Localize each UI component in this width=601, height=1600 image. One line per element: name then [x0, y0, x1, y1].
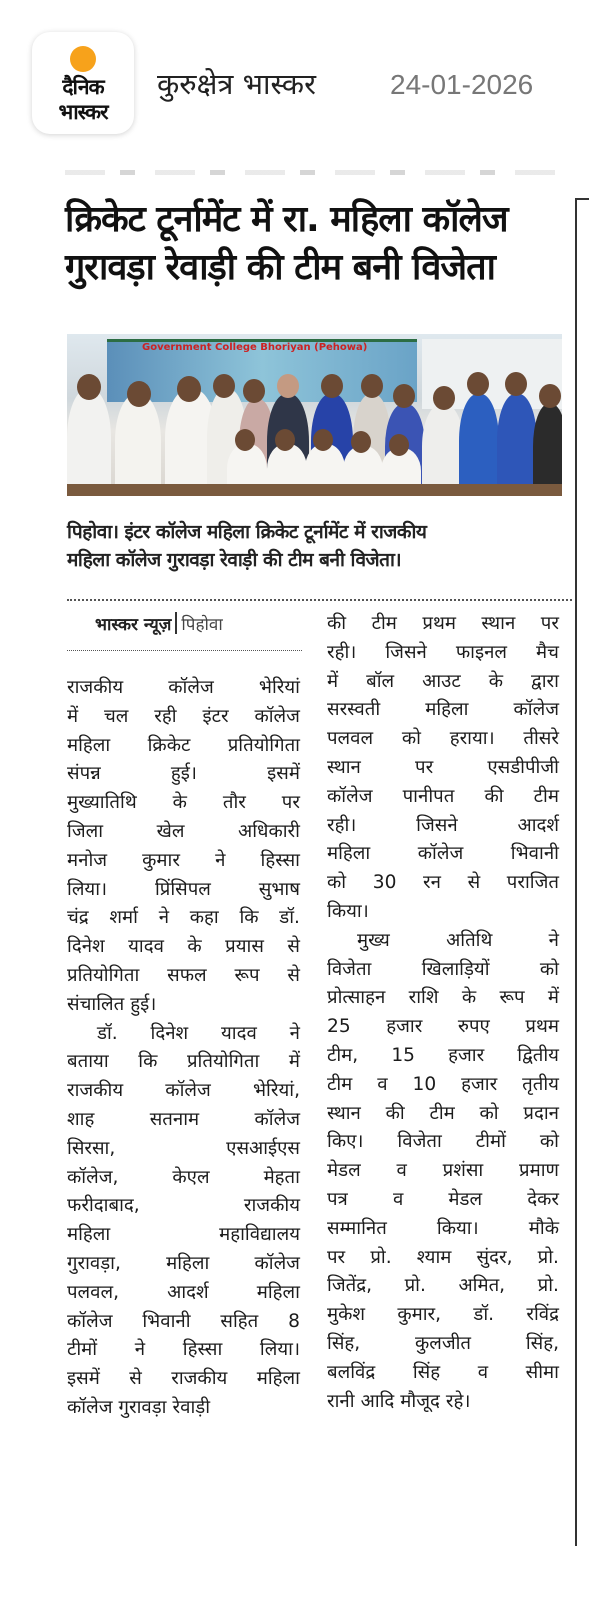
edition-date: 24-01-2026 — [390, 69, 534, 100]
edition-title: कुरुक्षेत्र भास्कर — [157, 67, 316, 101]
app-header — [0, 0, 601, 160]
article-text-line: कॉलेज पानीपत की टीम — [327, 785, 559, 807]
article-text-line: पलवल को हराया। तीसरे — [327, 728, 559, 750]
column-rule-top — [575, 198, 589, 200]
article-text-line: महिला महाविद्यालय — [67, 1224, 300, 1246]
person-head — [393, 384, 415, 408]
article-text-line: सिंह, कुलजीत सिंह, — [327, 1332, 559, 1354]
photo-banner-text: Government College Bhoriyan (Pehowa) — [142, 342, 368, 353]
byline-separator — [175, 612, 177, 634]
person-head — [433, 386, 455, 410]
article-text-line: इसमें से राजकीय महिला — [67, 1368, 300, 1390]
byline-source: भास्कर न्यूज़ — [95, 615, 172, 635]
person-head — [277, 374, 299, 398]
caption-line: पिहोवा। इंटर कॉलेज महिला क्रिकेट टूर्नामेंट में राजकीय — [67, 521, 427, 543]
article-text-line: में बॉल आउट के द्वारा — [327, 670, 559, 692]
article-text-line: राजकीय कॉलेज भेरियां — [67, 677, 300, 698]
article-text-line: शाह सतनाम कॉलेज — [67, 1108, 300, 1130]
article-text-line: गुरावड़ा, महिला कॉलेज — [67, 1252, 300, 1274]
article-text-line: संपन्न हुई। इसमें — [67, 763, 300, 785]
person-head — [77, 374, 101, 400]
article-text-line: प्रोत्साहन राशि के रूप में — [327, 987, 559, 1009]
article-text-line: मुकेश कुमार, डॉ. रविंद्र — [327, 1304, 559, 1326]
dainik-bhaskar-logo[interactable] — [32, 32, 134, 134]
article-text-line: संचालित हुई। — [67, 993, 157, 1015]
article-text-line: मुख्यातिथि के तौर पर — [67, 792, 300, 814]
person-head — [321, 374, 343, 398]
article-text-line: 25 हजार रुपए प्रथम — [327, 1016, 559, 1038]
article-text-line: को 30 रन से पराजित — [327, 872, 559, 894]
article-text-line: पलवल, आदर्श महिला — [67, 1281, 300, 1303]
headline-line: गुरावड़ा रेवाड़ी की टीम बनी विजेता — [65, 247, 495, 288]
person-head — [213, 374, 235, 398]
article-text-line: स्थान की टीम को प्रदान — [327, 1102, 559, 1124]
article-text-line: रही। जिसने फाइनल मैच — [327, 641, 559, 663]
article-text-line: जिला खेल अधिकारी — [67, 820, 300, 842]
article-text-line: मुख्य अतिथि ने — [357, 929, 559, 951]
article-text-line: टीम व 10 हजार तृतीय — [327, 1073, 559, 1095]
article-text-line: कॉलेज गुरावड़ा रेवाड़ी — [67, 1396, 211, 1418]
article-text-line: की टीम प्रथम स्थान पर — [327, 613, 559, 634]
person-head — [505, 372, 527, 396]
article-text-line: महिला क्रिकेट प्रतियोगिता — [67, 734, 300, 756]
headline — [65, 196, 575, 292]
person-head — [275, 429, 295, 451]
news-clipping — [55, 190, 575, 1550]
article-text-line: कॉलेज भिवानी सहित 8 — [67, 1310, 300, 1332]
person-head — [235, 429, 255, 451]
article-text-line: सिरसा, एसआईएस — [67, 1137, 300, 1159]
article-text-line: चंद्र शर्मा ने कहा कि डॉ. — [67, 907, 300, 929]
column-rule — [575, 198, 577, 1546]
person-head — [177, 376, 201, 402]
article-text-line: टीम, 15 हजार द्वितीय — [327, 1044, 559, 1066]
person-figure — [533, 404, 562, 496]
person-head — [467, 372, 489, 396]
article-text-line: सम्मानित किया। मौके — [327, 1217, 559, 1239]
article-text-line: डॉ. दिनेश यादव ने — [97, 1022, 300, 1044]
article-text-line: प्रतियोगिता सफल रूप से — [67, 964, 300, 986]
sun-logo-icon — [70, 46, 96, 72]
article-text-line: रही। जिसने आदर्श — [327, 814, 559, 836]
person-head — [539, 384, 561, 408]
article-column-left — [67, 674, 300, 1423]
article-text-line: किए। विजेता टीमों को — [327, 1131, 559, 1153]
article-text-line: फरीदाबाद, राजकीय — [67, 1195, 300, 1217]
article-column-right — [327, 610, 559, 1416]
article-text-line: टीमों ने हिस्सा लिया। — [67, 1339, 300, 1361]
person-figure — [422, 404, 464, 496]
person-head — [313, 429, 333, 451]
article-text-line: बताया कि प्रतियोगिता में — [67, 1051, 300, 1073]
photo-floor — [67, 484, 562, 496]
person-head — [243, 379, 265, 403]
article-text-line: दिनेश यादव के प्रयास से — [67, 936, 300, 958]
article-text-line: विजेता खिलाड़ियों को — [327, 958, 559, 980]
person-head — [351, 431, 371, 453]
article-text-line: मनोज कुमार ने हिस्सा — [67, 849, 300, 871]
article-text-line: सरस्वती महिला कॉलेज — [327, 699, 559, 721]
byline — [95, 612, 223, 635]
article-text-line: महिला कॉलेज भिवानी — [327, 843, 559, 865]
cropped-text-strip — [65, 170, 565, 175]
dotted-divider — [67, 650, 302, 651]
person-figure — [497, 394, 537, 496]
article-text-line: लिया। प्रिंसिपल सुभाष — [67, 878, 300, 900]
logo-text-line1: दैनिक — [62, 75, 104, 99]
article-text-line: पर प्रो. श्याम सुंदर, प्रो. — [327, 1246, 559, 1268]
caption-line: महिला कॉलेज गुरावड़ा रेवाड़ी की टीम बनी विजेता। — [67, 549, 402, 571]
person-head — [127, 381, 151, 407]
dotted-divider — [67, 599, 572, 601]
article-text-line: किया। — [327, 900, 369, 922]
article-text-line: कॉलेज, केएल मेहता — [67, 1166, 300, 1188]
photo-caption — [67, 518, 567, 574]
article-text-line: जितेंद्र, प्रो. अमित, प्रो. — [327, 1275, 559, 1297]
person-head — [361, 374, 383, 398]
article-text-line: राजकीय कॉलेज भेरियां, — [67, 1080, 300, 1102]
article-text-line: मेडल व प्रशंसा प्रमाण — [327, 1160, 559, 1182]
article-text-line: बलविंद्र सिंह व सीमा — [327, 1361, 559, 1383]
person-figure — [67, 389, 111, 496]
headline-line: क्रिकेट टूर्नामेंट में रा. महिला कॉलेज — [65, 199, 508, 240]
article-text-line: स्थान पर एसडीपीजी — [327, 756, 559, 778]
logo-text-line2: भास्कर — [58, 100, 108, 124]
person-figure — [115, 394, 161, 496]
article-text-line: रानी आदि मौजूद रहे। — [327, 1390, 471, 1412]
person-head — [389, 434, 409, 456]
team-photo[interactable] — [67, 334, 562, 496]
person-figure — [459, 394, 499, 496]
article-text-line: पत्र व मेडल देकर — [327, 1188, 559, 1210]
byline-place: पिहोवा — [181, 615, 223, 635]
article-text-line: में चल रही इंटर कॉलेज — [67, 705, 300, 727]
